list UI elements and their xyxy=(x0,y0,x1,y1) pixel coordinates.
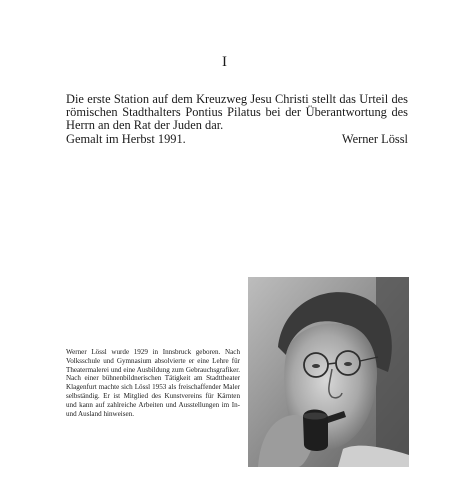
artist-name: Werner Lössl xyxy=(341,131,408,146)
artist-portrait xyxy=(248,277,409,467)
intro-text: Die erste Station auf dem Kreuzweg Jesu Christi stellt das Urteil des römischen Stadthalters Pontius Pilatus bei der Überantwortung des Herrn an den Rat der Juden dar. xyxy=(66,92,408,133)
portrait-photo-icon xyxy=(248,277,409,467)
artist-biography: Werner Lössl wurde 1929 in Innsbruck geboren. Nach Volksschule und Gymnasium absolvierte er eine Lehre für Theatermalerei und eine Ausbildung zum Gebrauchsgrafiker. Nach einer bühnenbildnerischen Tätigkeit am Stadttheater Klagenfurt machte sich Lössl 1953 als freischaffender Maler selbständig. Er ist Mitglied des Kunstvereins für Kärnten und kann auf zahlreiche Arbeiten und Ausstellungen im In- und Ausland hinweisen. xyxy=(66,348,240,418)
intro-block xyxy=(66,93,408,146)
painted-note: Gemalt im Herbst 1991. xyxy=(66,131,186,146)
intro-signature-line xyxy=(66,133,408,146)
chapter-numeral: I xyxy=(222,54,227,70)
